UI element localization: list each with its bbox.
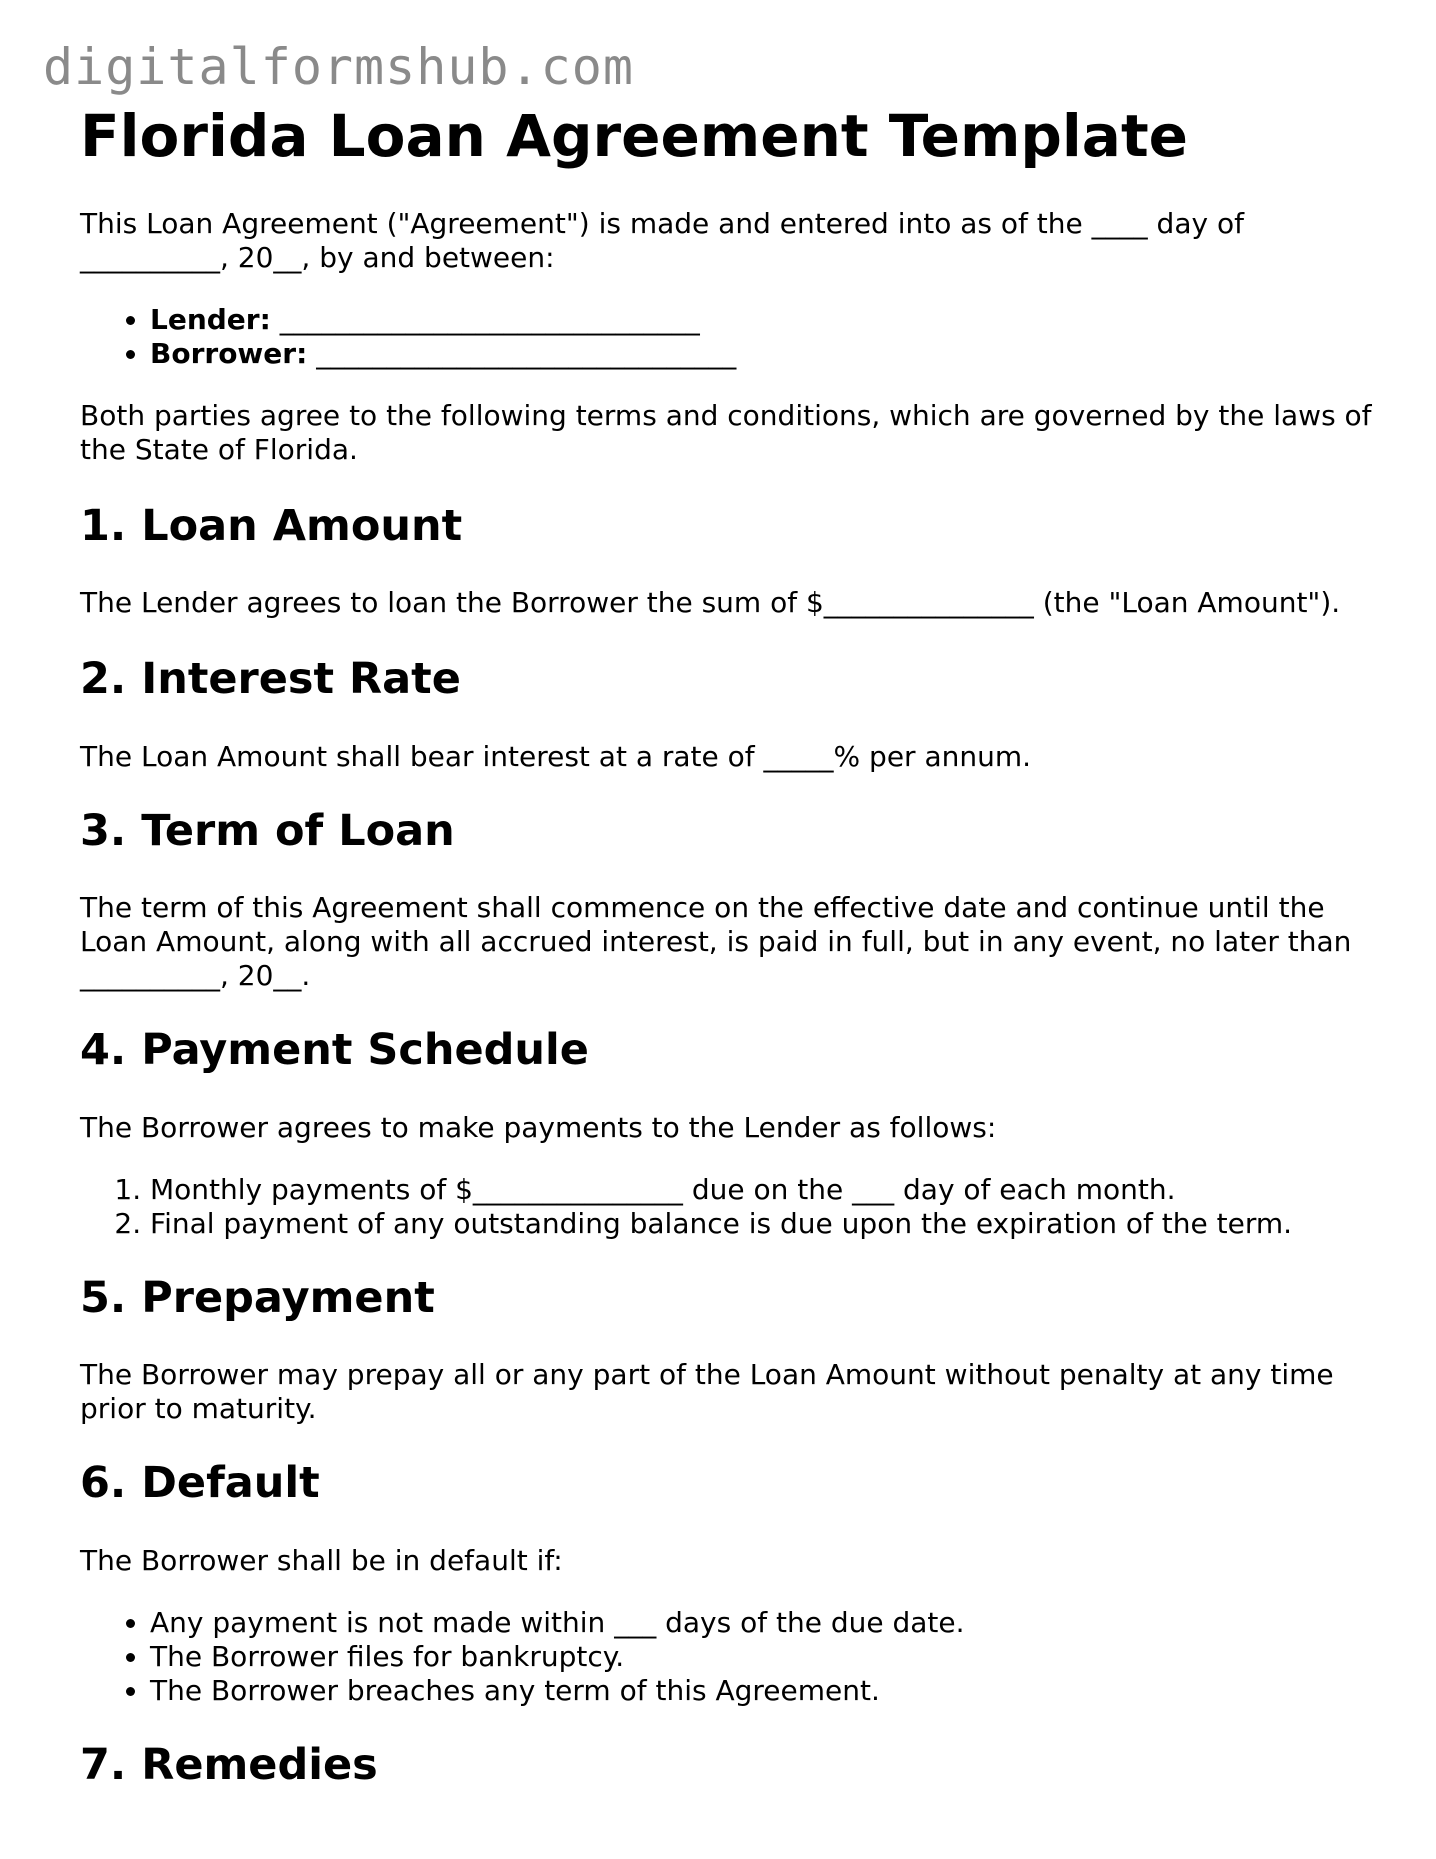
list-item: • The Borrower files for bankruptcy.	[150, 1640, 1380, 1674]
section-text-payment-schedule: The Borrower agrees to make payments to the Lender as follows:	[80, 1110, 997, 1144]
section-heading-term: 3. Term of Loan	[80, 805, 455, 856]
section-heading-default: 6. Default	[80, 1458, 320, 1509]
lender-blank: ______________________________	[279, 302, 700, 336]
list-item: • The Borrower breaches any term of this Agreement.	[150, 1674, 1380, 1708]
section-heading-loan-amount: 1. Loan Amount	[80, 500, 463, 551]
section-text-term: The term of this Agreement shall commence on the effective date and continue until the Loan Amount, along with all accrued interest, is paid in full, but in any event, no later than __________, 20__.	[80, 891, 1352, 993]
section-text-interest-rate: The Loan Amount shall bear interest at a rate of _____% per annum.	[80, 739, 1032, 773]
list-item: 1. Monthly payments of $_______________ due on the ___ day of each month.	[150, 1173, 1380, 1207]
governing-law-paragraph: Both parties agree to the following terms and conditions, which are governed by the laws of the State of Florida.	[80, 398, 1372, 466]
intro-paragraph: This Loan Agreement ("Agreement") is made and entered into as of the ____ day of __________, 20__, by and between:	[80, 206, 1244, 274]
section-heading-payment-schedule: 4. Payment Schedule	[80, 1025, 589, 1076]
section-text-loan-amount: The Lender agrees to loan the Borrower the sum of $_______________ (the "Loan Amount").	[80, 586, 1341, 620]
parties-list	[80, 303, 1380, 371]
lender-label: Lender:	[150, 302, 271, 336]
watermark: digitalformshub.com	[43, 38, 634, 96]
party-lender	[150, 303, 1380, 337]
borrower-blank: ______________________________	[316, 336, 737, 370]
section-heading-interest-rate: 2. Interest Rate	[80, 654, 461, 705]
list-item: 2. Final payment of any outstanding balance is due upon the expiration of the term.	[150, 1207, 1380, 1241]
document-page	[80, 100, 1380, 1792]
section-text-prepayment: The Borrower may prepay all or any part of the Loan Amount without penalty at any time prior to maturity.	[80, 1358, 1334, 1426]
default-conditions-list	[80, 1606, 1380, 1708]
document-title: Florida Loan Agreement Template	[80, 102, 1189, 170]
section-heading-prepayment: 5. Prepayment	[80, 1272, 435, 1323]
list-item: • Any payment is not made within ___ days of the due date.	[150, 1606, 1380, 1640]
party-borrower	[150, 337, 1380, 371]
section-text-default: The Borrower shall be in default if:	[80, 1544, 563, 1578]
section-heading-remedies: 7. Remedies	[80, 1740, 378, 1791]
payment-schedule-list	[80, 1173, 1380, 1241]
borrower-label: Borrower:	[150, 336, 308, 370]
